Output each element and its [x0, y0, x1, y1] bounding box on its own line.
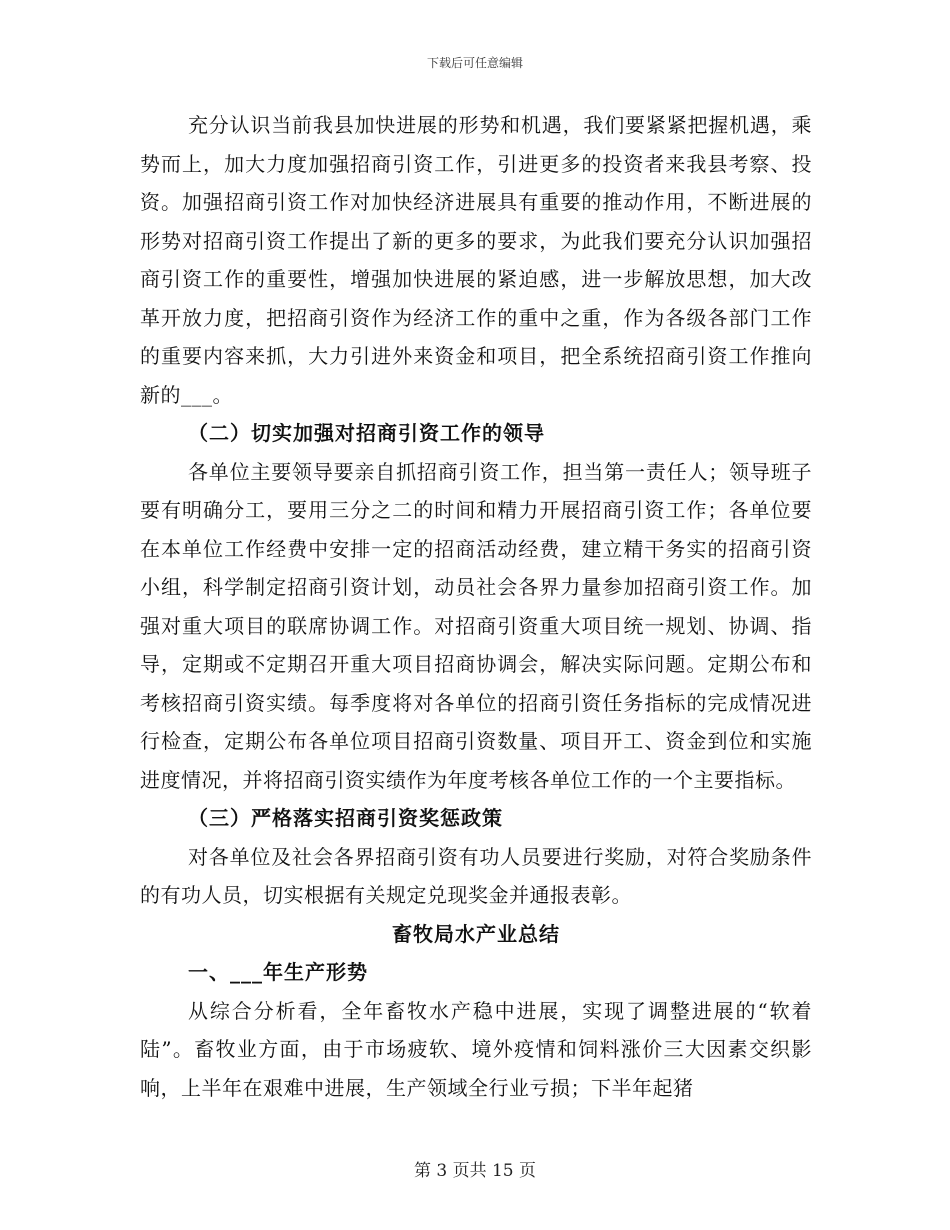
- heading-production-situation: 一、___年生产形势: [188, 960, 368, 984]
- document-title: 畜牧局水产业总结: [392, 921, 560, 946]
- document-body: [140, 106, 812, 1107]
- heading-rewards: （三）严格落实招商引资奖惩政策: [188, 806, 503, 830]
- heading-leadership: （二）切实加强对招商引资工作的领导: [188, 421, 545, 445]
- paragraph-rewards: 对各单位及社会各界招商引资有功人员要进行奖励，对符合奖励条件的有功人员，切实根据有关规定兑现奖金并通报表彰。: [140, 844, 812, 907]
- paragraph-investment-opportunity: 充分认识当前我县加快进展的形势和机遇，我们要紧紧把握机遇，乘势而上，加大力度加强招商引资工作，引进更多的投资者来我县考察、投资。加强招商引资工作对加快经济进展具有重要的推动作用，不断进展的形势对招商引资工作提出了新的更多的要求，为此我们要充分认识加强招商引资工作的重要性，增强加快进展的紧迫感，进一步解放思想，加大改革开放力度，把招商引资作为经济工作的重中之重，作为各级各部门工作的重要内容来抓，大力引进外来资金和项目，把全系统招商引资工作推向新的___。: [140, 113, 812, 407]
- page-header: 下载后可任意编辑: [426, 56, 523, 70]
- paragraph-production: 从综合分析看，全年畜牧水产稳中进展，实现了调整进展的“软着陆”。畜牧业方面，由于市场疲软、境外疫情和饲料涨价三大因素交织影响，上半年在艰难中进展，生产领域全行业亏损；下半年起猪: [140, 998, 812, 1100]
- page-number: 第 3 页共 15 页: [413, 1161, 537, 1181]
- paragraph-leadership: 各单位主要领导要亲自抓招商引资工作，担当第一责任人；领导班子要有明确分工，要用三分之二的时间和精力开展招商引资工作；各单位要在本单位工作经费中安排一定的招商活动经费，建立精干务实的招商引资小组，科学制定招商引资计划，动员社会各界力量参加招商引资工作。加强对重大项目的联席协调工作。对招商引资重大项目统一规划、协调、指导，定期或不定期召开重大项目招商协调会，解决实际问题。定期公布和考核招商引资实绩。每季度将对各单位的招商引资任务指标的完成情况进行检查，定期公布各单位项目招商引资数量、项目开工、资金到位和实施进度情况，并将招商引资实绩作为年度考核各单位工作的一个主要指标。: [140, 459, 812, 792]
